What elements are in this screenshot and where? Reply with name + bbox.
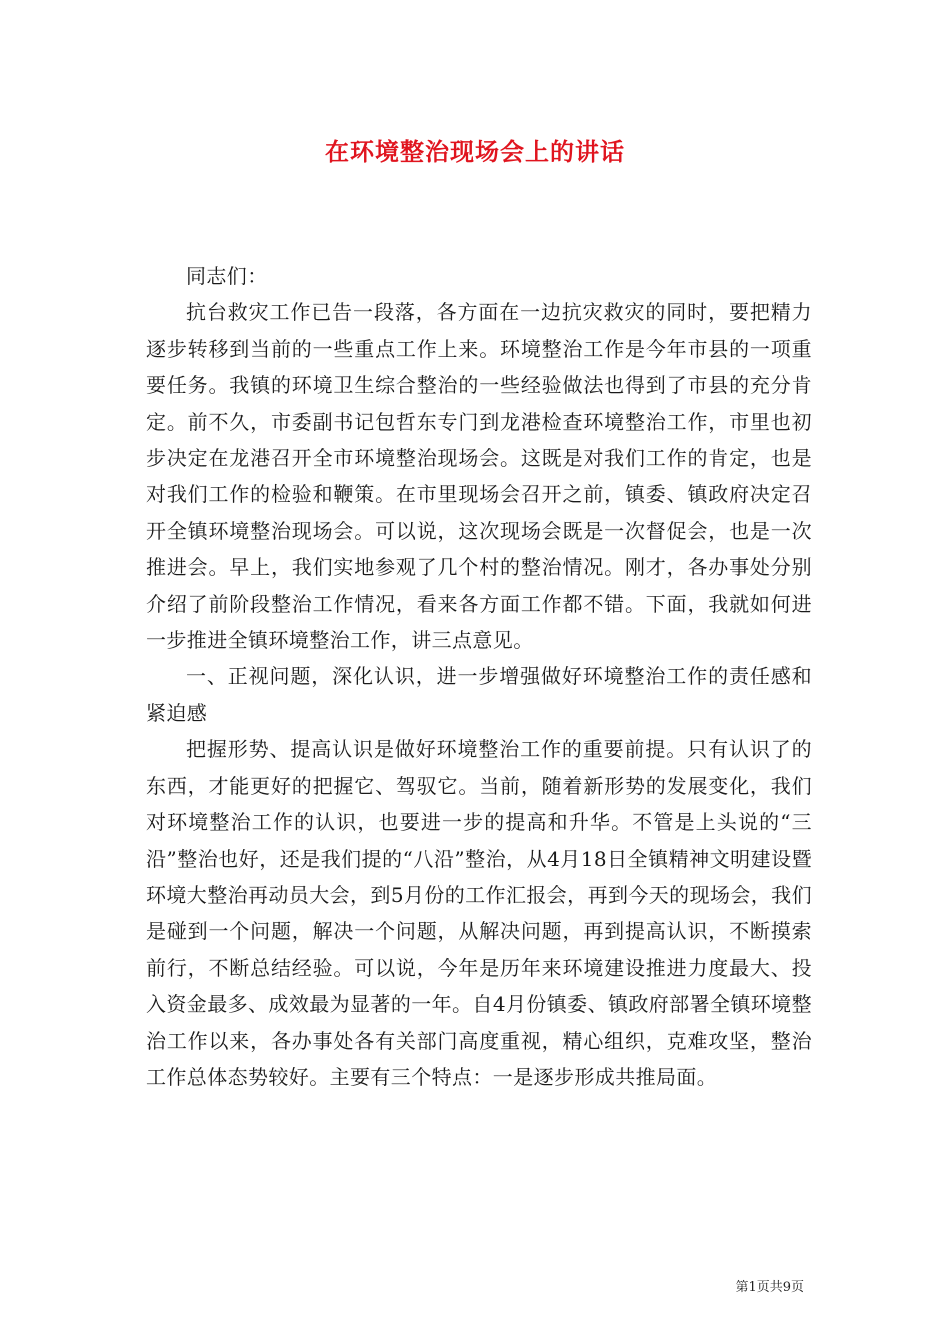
salutation: 同志们：: [186, 264, 268, 288]
section-heading-1: 一、正视问题，深化认识，进一步增强做好环境整治工作的责任感和紧迫感: [146, 664, 812, 725]
document-body: [146, 258, 812, 1095]
page-number: 第1页共9页: [735, 1280, 804, 1295]
page-title: 在环境整治现场会上的讲话: [325, 137, 625, 166]
paragraph-section-1: 把握形势、提高认识是做好环境整治工作的重要前提。只有认识了的东西，才能更好的把握它、驾驭它。当前，随着新形势的发展变化，我们对环境整治工作的认识，也要进一步的提高和升华。不管是上头说的“三沿”整治也好，还是我们提的“八沿”整治，从4月18日全镇精神文明建设暨环境大整治再动员大会，到5月份的工作汇报会，再到今天的现场会，我们是碰到一个问题，解决一个问题，从解决问题，再到提高认识，不断摸索前行，不断总结经验。可以说，今年是历年来环境建设推进力度最大、投入资金最多、成效最为显著的一年。自4月份镇委、镇政府部署全镇环境整治工作以来，各办事处各有关部门高度重视，精心组织，克难攻坚，整治工作总体态势较好。主要有三个特点：一是逐步形成共推局面。: [146, 737, 812, 1089]
paragraph-intro: 抗台救灾工作已告一段落，各方面在一边抗灾救灾的同时，要把精力逐步转移到当前的一些重点工作上来。环境整治工作是今年市县的一项重要任务。我镇的环境卫生综合整治的一些经验做法也得到了市县的充分肯定。前不久，市委副书记包哲东专门到龙港检查环境整治工作，市里也初步决定在龙港召开全市环境整治现场会。这既是对我们工作的肯定，也是对我们工作的检验和鞭策。在市里现场会召开之前，镇委、镇政府决定召开全镇环境整治现场会。可以说，这次现场会既是一次督促会，也是一次推进会。早上，我们实地参观了几个村的整治情况。刚才，各办事处分别介绍了前阶段整治工作情况，看来各方面工作都不错。下面，我就如何进一步推进全镇环境整治工作，讲三点意见。: [146, 300, 812, 653]
